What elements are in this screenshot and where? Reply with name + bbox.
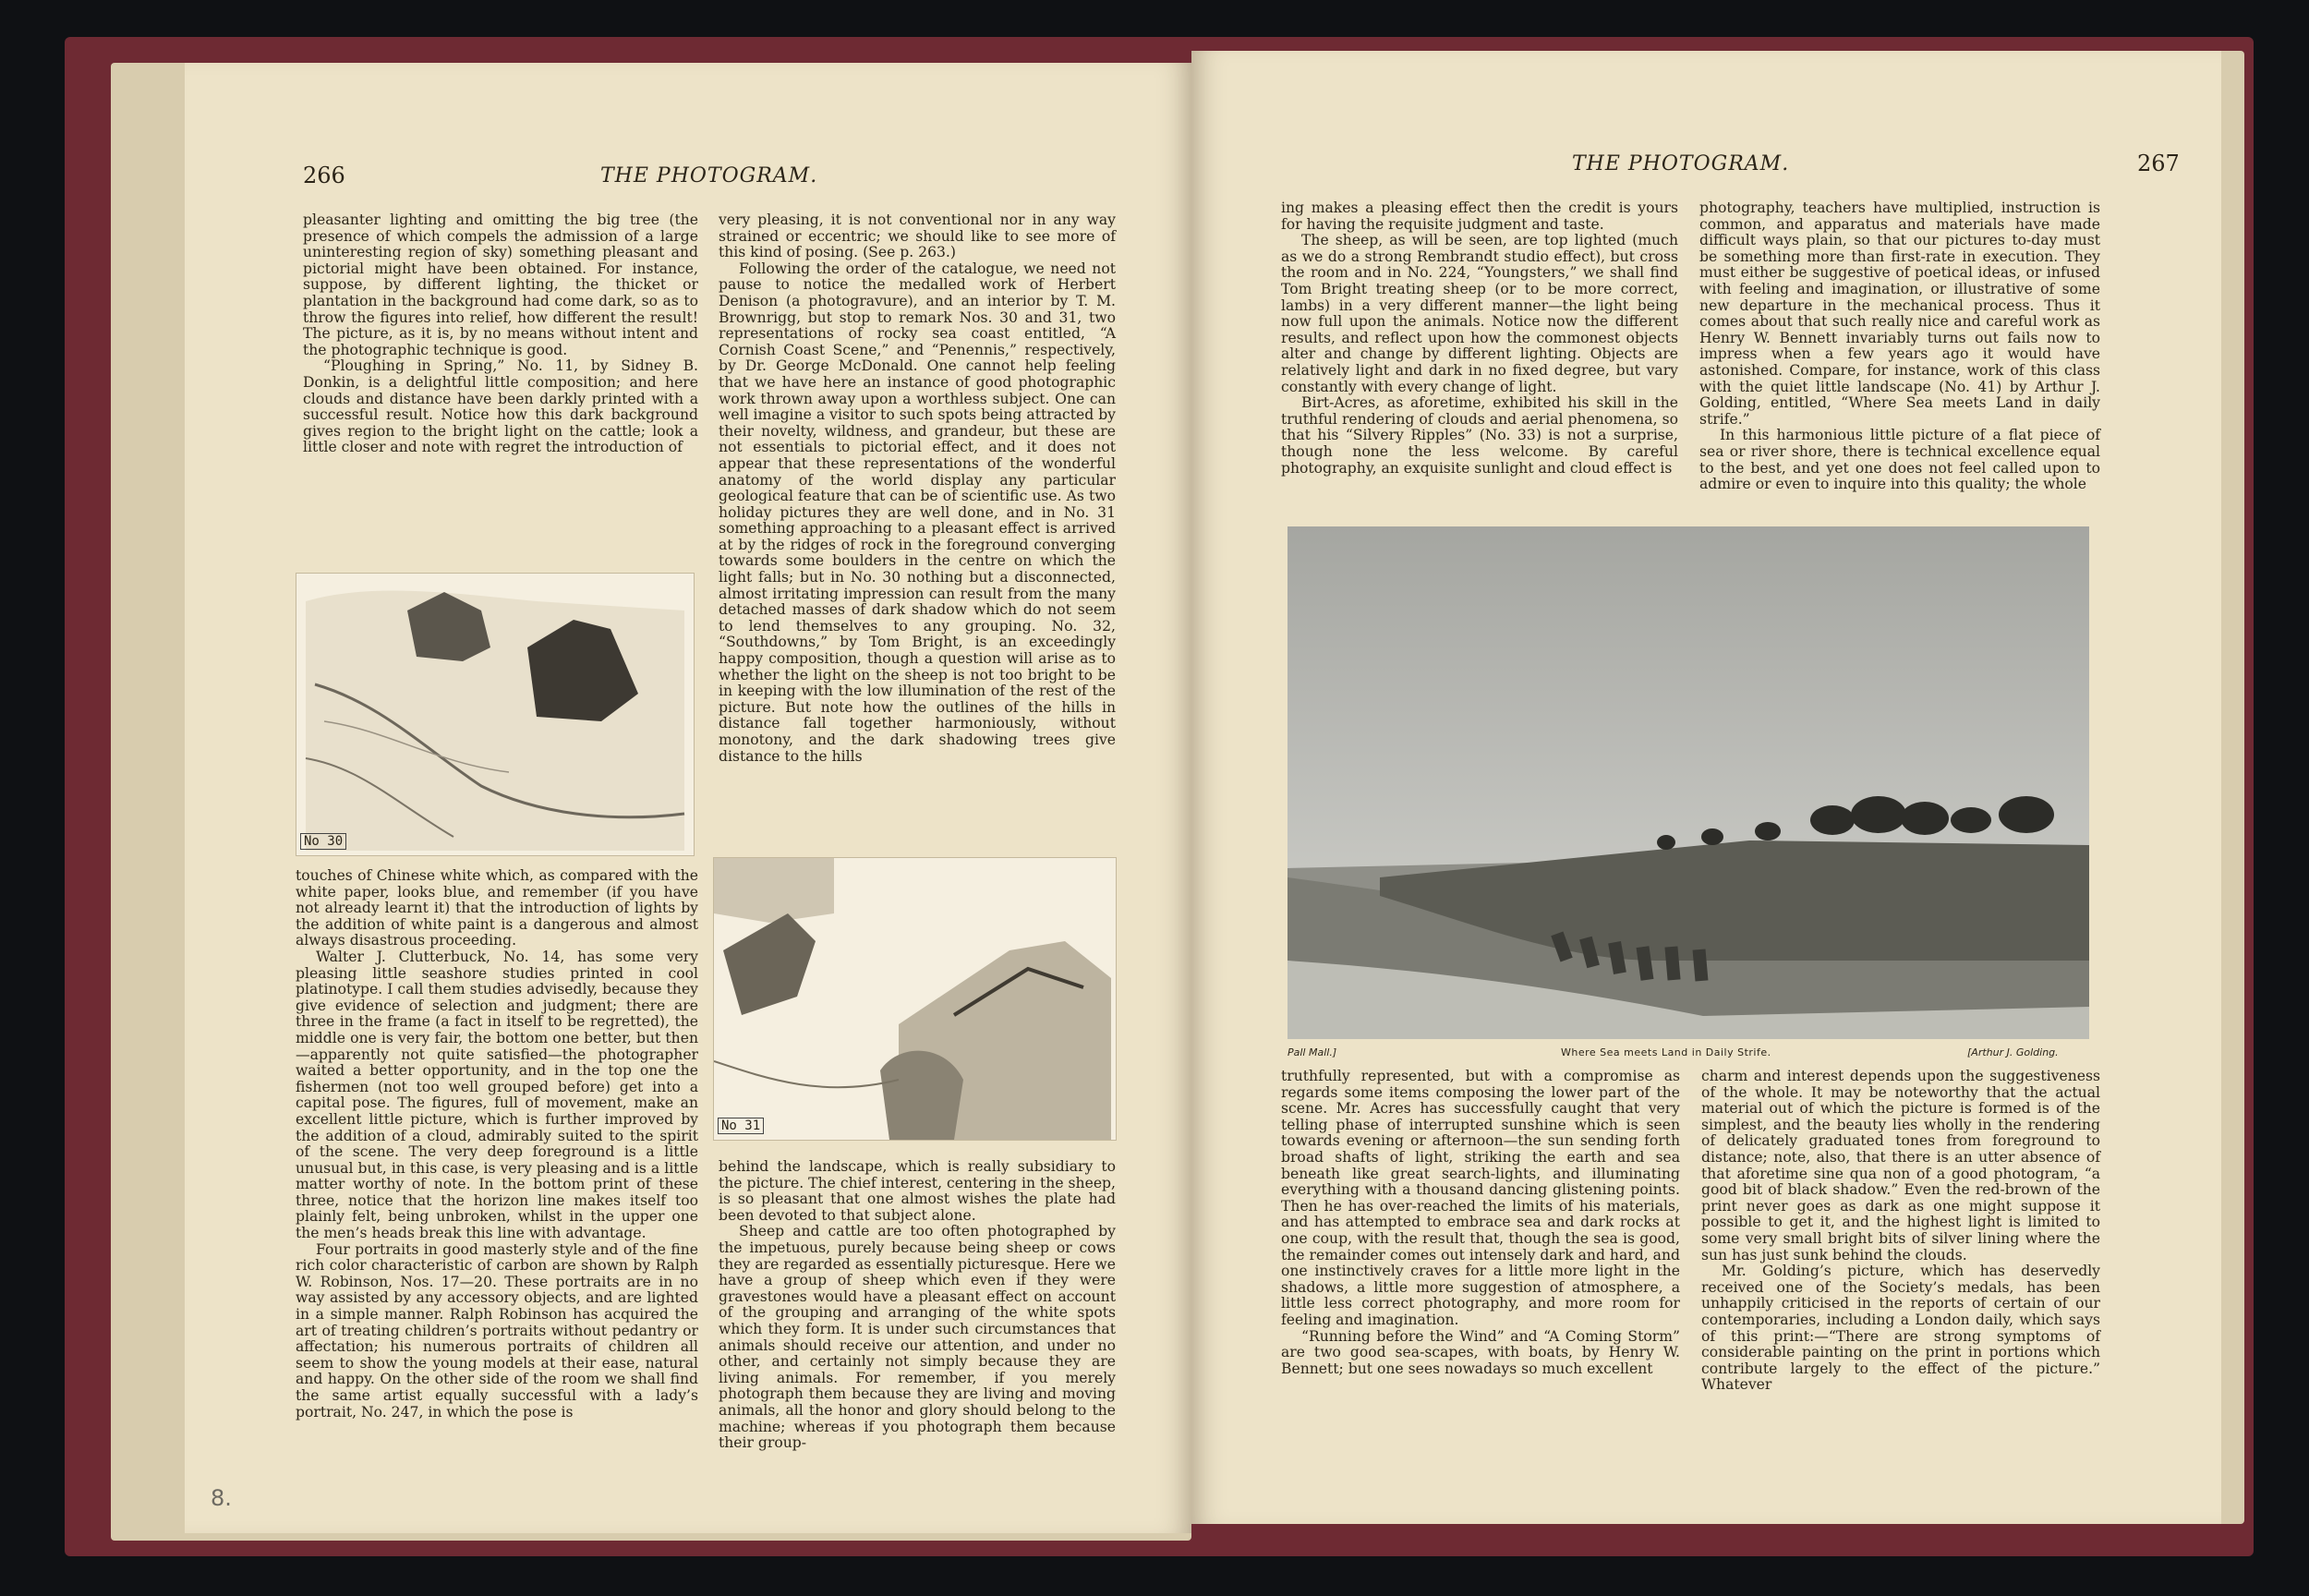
- paragraph: In this harmonious little picture of a flat piece of sea or river shore, there is technical excellence equal to the best, and yet one does not feel called upon to admire or even to inquire into this quality; the whole: [1699, 427, 2100, 493]
- paragraph: charm and interest depends upon the suggestiveness of the whole. It may be noteworthy that the actual material out of which the picture is formed is of the simplest, and the beauty lies wholly in the rendering of delicately graduated tones from foreground to distance; note, also, that there is an utter absence of that aforetime sine qua non of a good photogram, “a good bit of black shadow.” Even the red-brown of the print never goes as dark as one might suppose it possible to get it, and the highest light is limited to some very small bright bits of silver lining where the sun has just sunk behind the clouds.: [1701, 1068, 2100, 1264]
- left-col2-bottom: [719, 1159, 1116, 1452]
- paragraph: The sheep, as will be seen, are top lighted (much as we do a strong Rembrandt studio effect), but cross the room and in No. 224, “Youngsters,” we shall find Tom Bright treating sheep (or to be more correct, lambs) in a very different manner—the light being now full upon the animals. Notice now the different results, and reflect upon how the commonest objects alter and change by different lighting. Objects are relatively light and dark in no fixed degree, but vary constantly with every change of light.: [1281, 232, 1678, 395]
- right-col1-bottom: [1281, 1069, 1680, 1377]
- photo-caption-author: [Arthur J. Golding.: [1967, 1046, 2059, 1058]
- right-page-number: 267: [2137, 151, 2180, 176]
- right-col1-top: [1281, 200, 1678, 477]
- left-col2-top: [719, 212, 1116, 765]
- paragraph: behind the landscape, which is really subsidiary to the picture. The chief interest, centering in the sheep, is so pleasant that one almost wishes the plate had been devoted to that subject alone.: [719, 1158, 1116, 1224]
- paragraph: Birt-Acres, as aforetime, exhibited his skill in the truthful rendering of clouds and aerial phenomena, so that his “Silvery Ripples” (No. 33) is not a surprise, though none the less welcome. By careful photography, an exquisite sunlight and cloud effect is: [1281, 394, 1678, 477]
- paragraph: “Ploughing in Spring,” No. 11, by Sidney B. Donkin, is a delightful little composition; and here clouds and distance have been darkly printed with a successful result. Notice how this dark background gives region to the bright light on the cattle; look a little closer and note with regret the introduction of: [303, 357, 698, 456]
- right-col2-bottom: [1701, 1069, 2100, 1394]
- photo-drawing: [1287, 526, 2089, 1039]
- left-col1-bottom: [296, 868, 698, 1421]
- paragraph: touches of Chinese white which, as compared with the white paper, looks blue, and remember (if you have not already learnt it) that the introduction of lights by the addition of white paint is a dangerous and almost always disastrous proceeding.: [296, 867, 698, 949]
- paragraph: “Running before the Wind” and “A Coming Storm” are two good sea-scapes, with boats, by Henry W. Bennett; but one sees nowadays so much excellent: [1281, 1327, 1680, 1377]
- paragraph: Walter J. Clutterbuck, No. 14, has some very pleasing little seashore studies printed in cool platinotype. I call them studies advisedly, because they give evidence of selection and judgment; there are three in the frame (a fact in itself to be regretted), the middle one is very fair, the bottom one better, but then—apparently not quite satisfied—the photographer waited a better opportunity, and in the top one the fishermen (not too well grouped before) get into a capital pose. The figures, full of movement, make an excellent little picture, which is further improved by the addition of a cloud, admirably suited to the spirit of the scene. The very deep foreground is a little unusual but, in this case, is very pleasing and is a little matter worthy of note. In the bottom print of these three, notice that the horizon line makes itself too plainly felt, being unbroken, whilst in the upper one the men’s heads break this line with advantage.: [296, 948, 698, 1242]
- sketch-no-31-drawing: [714, 858, 1116, 1140]
- pencil-mark: 8.: [211, 1485, 232, 1511]
- paragraph: very pleasing, it is not conventional nor in any way strained or eccentric; we should like to see more of this kind of posing. (See p. 263.): [719, 212, 1116, 261]
- sketch-no-30: [296, 573, 695, 856]
- photo-caption-title: Where Sea meets Land in Daily Strife.: [1561, 1046, 1771, 1058]
- paragraph: Four portraits in good masterly style and of the fine rich color characteristic of carbon are shown by Ralph W. Robinson, Nos. 17—20. These portraits are in no way assisted by any accessory objects, and are lighted in a simple manner. Ralph Robinson has acquired the art of treating children’s portraits without pedantry or affectation; his numerous portraits of children all seem to show the young models at their ease, natural and happy. On the other side of the room we shall find the same artist equally successful with a lady’s portrait, No. 247, in which the pose is: [296, 1240, 698, 1421]
- sketch-no-31: [713, 857, 1117, 1141]
- left-page-number: 266: [303, 163, 345, 188]
- paragraph: Mr. Golding’s picture, which has deservedly received one of the Society’s medals, has been unhappily criticised in the reports of certain of our contemporaries, including a London daily, which says of this print:—“There are strong symptoms of considerable painting on the print in portions which contribute largely to the effect of the picture.” Whatever: [1701, 1263, 2100, 1394]
- left-running-head: THE PHOTOGRAM.: [600, 164, 818, 187]
- photo-caption-source: Pall Mall.]: [1287, 1046, 1337, 1058]
- paragraph: Following the order of the catalogue, we need not pause to notice the medalled work of Herbert Denison (a photogravure), and an interior by T. M. Brownrigg, but stop to remark Nos. 30 and 31, two representations of rocky sea coast entitled, “A Cornish Coast Scene,” and “Penennis,” respectively, by Dr. George McDonald. One cannot help feeling that we have here an instance of good photographic work thrown away upon a worthless subject. One can well imagine a visitor to such spots being attracted by their novelty, wildness, and grandeur, but these are not essentials to pictorial effect, and it does not appear that these representations of the wonderful anatomy of the world display any particular geological feature that can be of scientific use. As two holiday pictures they are well done, and in No. 31 something approaching to a pleasant effect is arrived at by the ridges of rock in the foreground converging towards some boulders in the centre on which the light falls; but in No. 30 nothing but a disconnected, almost irritating impression can result from the many detached masses of dark shadow which do not seem to lend themselves to any grouping. No. 32, “Southdowns,” by Tom Bright, is an exceedingly happy composition, though a question will arise as to whether the light on the sheep is not too bright to be in keeping with the low illumination of the rest of the picture. But note how the outlines of the hills in distance fall together harmoniously, without monotony, and the dark shadowing trees give distance to the hills: [719, 260, 1116, 765]
- left-page: [185, 63, 1191, 1533]
- right-col2-top: [1699, 200, 2100, 493]
- sketch-no-30-drawing: [296, 574, 694, 855]
- right-page: [1191, 51, 2221, 1524]
- sketch-no-30-label: No 30: [300, 833, 346, 850]
- left-col1-top: [303, 212, 698, 456]
- sketch-no-31-label: No 31: [718, 1118, 764, 1134]
- paragraph: ing makes a pleasing effect then the credit is yours for having the requisite judgment and taste.: [1281, 200, 1678, 233]
- paragraph: photography, teachers have multiplied, instruction is common, and apparatus and materials have made difficult ways plain, so that our pictures to-day must be something more than first-rate in execution. They must either be suggestive of poetical ideas, or infused with feeling and imagination, or illustrative of some new departure in the mechanical process. Thus it comes about that such really nice and careful work as Henry W. Bennett invariably turns out fails now to impress when a few years ago it would have astonished. Compare, for instance, work of this class with the quiet little landscape (No. 41) by Arthur J. Golding, entitled, “Where Sea meets Land in daily strife.”: [1699, 200, 2100, 428]
- paragraph: Sheep and cattle are too often photographed by the impetuous, purely because being sheep or cows they are regarded as essentially picturesque. Here we have a group of sheep which even if they were gravestones would have a pleasant effect on account of the grouping and arranging of the white spots which they form. It is under such circumstances that animals should receive our attention, and under no other, and certainly not simply because they are living animals. For remember, if you merely photograph them because they are living and moving animals, all the honor and glory should belong to the machine; whereas if you photograph them because their group-: [719, 1223, 1116, 1452]
- photo-where-sea-meets-land: [1287, 526, 2089, 1039]
- paragraph: truthfully represented, but with a compromise as regards some items composing the lower part of the scene. Mr. Acres has successfully caught that very telling phase of interrupted sunshine which is seen towards evening or afternoon—the sun sending forth broad shafts of light, striking the earth and sea beneath like great search-lights, and illuminating everything with a thousand dancing glistening points. Then he has over-reached the limits of his materials, and has attempted to embrace sea and dark rocks at one coup, with the result that, though the sea is good, the remainder comes out intensely dark and hard, and one instinctively craves for a little more light in the shadows, a little more suggestion of atmosphere, a little less correct photography, and more room for feeling and imagination.: [1281, 1068, 1680, 1328]
- right-running-head: THE PHOTOGRAM.: [1572, 152, 1790, 175]
- paragraph: pleasanter lighting and omitting the big tree (the presence of which compels the admission of a large uninteresting region of sky) something pleasant and pictorial might have been obtained. For instance, suppose, by different lighting, the thicket or plantation in the background had come dark, so as to throw the figures into relief, how different the result! The picture, as it is, by no means without intent and the photographic technique is good.: [303, 212, 698, 358]
